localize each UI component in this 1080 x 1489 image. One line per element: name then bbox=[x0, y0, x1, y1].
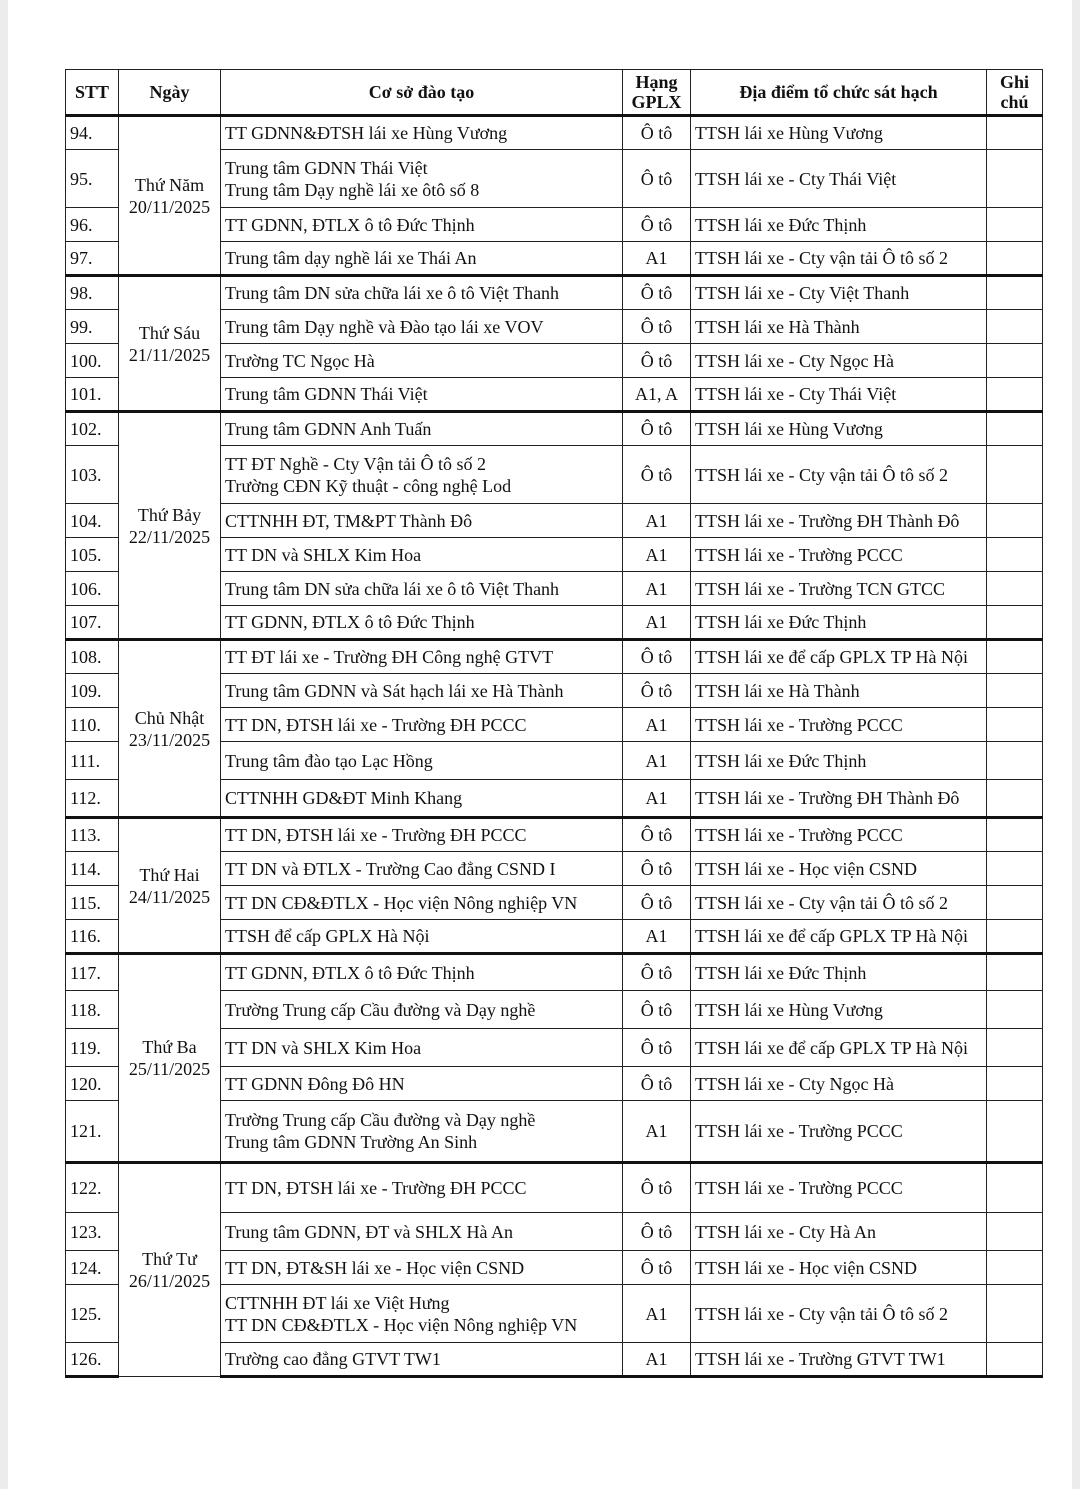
exam-location: TTSH lái xe Đức Thịnh bbox=[691, 954, 987, 991]
note-cell bbox=[987, 852, 1043, 886]
header-center: Cơ sở đào tạo bbox=[221, 70, 623, 116]
exam-location: TTSH lái xe - Trường PCCC bbox=[691, 1101, 987, 1163]
note-cell bbox=[987, 276, 1043, 310]
exam-location: TTSH lái xe - Trường GTVT TW1 bbox=[691, 1343, 987, 1377]
training-center-name: Trường CĐN Kỹ thuật - công nghệ Lod bbox=[225, 475, 512, 496]
note-cell bbox=[987, 920, 1043, 954]
exam-location: TTSH lái xe - Trường TCN GTCC bbox=[691, 572, 987, 606]
note-cell bbox=[987, 708, 1043, 742]
date-cell bbox=[119, 276, 221, 412]
row-stt: 113. bbox=[66, 818, 119, 852]
note-cell bbox=[987, 1067, 1043, 1101]
note-cell bbox=[987, 208, 1043, 242]
license-grade: Ô tô bbox=[623, 1067, 691, 1101]
license-grade: A1 bbox=[623, 1101, 691, 1163]
training-center-name: Trung tâm đào tạo Lạc Hồng bbox=[225, 750, 433, 771]
license-grade: Ô tô bbox=[623, 1029, 691, 1067]
row-stt: 118. bbox=[66, 991, 119, 1029]
row-stt: 116. bbox=[66, 920, 119, 954]
exam-location: TTSH lái xe để cấp GPLX TP Hà Nội bbox=[691, 920, 987, 954]
training-center-name: TT DN CĐ&ĐTLX - Học viện Nông nghiệp VN bbox=[225, 892, 578, 913]
training-center-cell bbox=[221, 1029, 623, 1067]
training-center-name: TT DN và ĐTLX - Trường Cao đẳng CSND I bbox=[225, 858, 556, 879]
note-cell bbox=[987, 538, 1043, 572]
license-grade: A1 bbox=[623, 242, 691, 276]
row-stt: 101. bbox=[66, 378, 119, 412]
license-grade: A1 bbox=[623, 920, 691, 954]
row-stt: 125. bbox=[66, 1285, 119, 1343]
license-grade: Ô tô bbox=[623, 446, 691, 504]
row-stt: 123. bbox=[66, 1213, 119, 1251]
exam-location: TTSH lái xe - Cty Hà An bbox=[691, 1213, 987, 1251]
weekday: Thứ Ba bbox=[142, 1037, 197, 1057]
training-center-cell bbox=[221, 116, 623, 150]
row-stt: 106. bbox=[66, 572, 119, 606]
row-stt: 107. bbox=[66, 606, 119, 640]
note-cell bbox=[987, 242, 1043, 276]
training-center-cell bbox=[221, 1101, 623, 1163]
training-center-cell bbox=[221, 310, 623, 344]
note-cell bbox=[987, 378, 1043, 412]
note-cell bbox=[987, 150, 1043, 208]
row-stt: 100. bbox=[66, 344, 119, 378]
note-cell bbox=[987, 991, 1043, 1029]
date-cell bbox=[119, 640, 221, 818]
header-date: Ngày bbox=[119, 70, 221, 116]
row-stt: 110. bbox=[66, 708, 119, 742]
exam-location: TTSH lái xe - Trường PCCC bbox=[691, 708, 987, 742]
exam-location: TTSH lái xe - Cty Ngọc Hà bbox=[691, 1067, 987, 1101]
row-stt: 122. bbox=[66, 1163, 119, 1213]
license-grade: A1 bbox=[623, 538, 691, 572]
exam-location: TTSH lái xe - Trường PCCC bbox=[691, 538, 987, 572]
note-cell bbox=[987, 818, 1043, 852]
training-center-name: CTTNHH ĐT, TM&PT Thành Đô bbox=[225, 510, 473, 531]
training-center-name: Trung tâm Dạy nghề và Đào tạo lái xe VOV bbox=[225, 316, 544, 337]
note-cell bbox=[987, 310, 1043, 344]
training-center-cell bbox=[221, 852, 623, 886]
exam-location: TTSH lái xe để cấp GPLX TP Hà Nội bbox=[691, 640, 987, 674]
row-stt: 96. bbox=[66, 208, 119, 242]
license-grade: A1 bbox=[623, 780, 691, 818]
training-center-cell bbox=[221, 606, 623, 640]
license-grade: A1 bbox=[623, 606, 691, 640]
license-grade: Ô tô bbox=[623, 1251, 691, 1285]
training-center-cell bbox=[221, 1285, 623, 1343]
note-cell bbox=[987, 1285, 1043, 1343]
weekday: Thứ Sáu bbox=[138, 322, 201, 343]
exam-location: TTSH lái xe Hùng Vương bbox=[691, 991, 987, 1029]
license-grade: Ô tô bbox=[623, 852, 691, 886]
training-center-cell bbox=[221, 640, 623, 674]
training-center-name: TT GDNN, ĐTLX ô tô Đức Thịnh bbox=[225, 612, 475, 632]
row-stt: 99. bbox=[66, 310, 119, 344]
row-stt: 120. bbox=[66, 1067, 119, 1101]
training-center-name: Trung tâm GDNN, ĐT và SHLX Hà An bbox=[225, 1221, 513, 1242]
training-center-cell bbox=[221, 276, 623, 310]
license-grade: A1 bbox=[623, 504, 691, 538]
exam-location: TTSH lái xe - Trường ĐH Thành Đô bbox=[691, 504, 987, 538]
license-grade: A1 bbox=[623, 1285, 691, 1343]
training-center-cell bbox=[221, 1343, 623, 1377]
training-center-name: TT ĐT Nghề - Cty Vận tải Ô tô số 2 bbox=[225, 453, 486, 474]
license-grade: Ô tô bbox=[623, 310, 691, 344]
date-cell bbox=[119, 116, 221, 276]
note-cell bbox=[987, 1343, 1043, 1377]
row-stt: 126. bbox=[66, 1343, 119, 1377]
exam-location: TTSH lái xe - Cty vận tải Ô tô số 2 bbox=[691, 886, 987, 920]
date-cell bbox=[119, 1163, 221, 1377]
header-note bbox=[987, 70, 1043, 116]
note-cell bbox=[987, 412, 1043, 446]
note-cell bbox=[987, 780, 1043, 818]
row-stt: 94. bbox=[66, 116, 119, 150]
training-center-name: TT DN, ĐTSH lái xe - Trường ĐH PCCC bbox=[225, 825, 527, 845]
license-grade: A1 bbox=[623, 742, 691, 780]
license-grade: Ô tô bbox=[623, 412, 691, 446]
training-center-cell bbox=[221, 991, 623, 1029]
training-center-cell bbox=[221, 504, 623, 538]
date-cell bbox=[119, 954, 221, 1163]
row-stt: 103. bbox=[66, 446, 119, 504]
note-cell bbox=[987, 572, 1043, 606]
note-cell bbox=[987, 1213, 1043, 1251]
table-row bbox=[66, 640, 1043, 674]
training-center-cell bbox=[221, 412, 623, 446]
training-center-name: TT DN, ĐT&SH lái xe - Học viện CSND bbox=[225, 1257, 525, 1278]
note-cell bbox=[987, 886, 1043, 920]
license-grade: A1, A bbox=[623, 378, 691, 412]
note-cell bbox=[987, 674, 1043, 708]
date: 22/11/2025 bbox=[128, 526, 211, 547]
header-place: Địa điểm tổ chức sát hạch bbox=[691, 70, 987, 116]
training-center-name: Trung tâm DN sửa chữa lái xe ô tô Việt Thanh bbox=[225, 578, 560, 599]
weekday: Thứ Tư bbox=[142, 1249, 197, 1269]
training-center-name: Trung tâm Dạy nghề lái xe ôtô số 8 bbox=[225, 179, 480, 200]
row-stt: 112. bbox=[66, 780, 119, 818]
training-center-cell bbox=[221, 344, 623, 378]
row-stt: 95. bbox=[66, 150, 119, 208]
row-stt: 105. bbox=[66, 538, 119, 572]
training-center-name: TT GDNN Đông Đô HN bbox=[225, 1073, 405, 1094]
training-center-name: Trung tâm GDNN Anh Tuấn bbox=[225, 419, 432, 439]
exam-location: TTSH lái xe - Trường PCCC bbox=[691, 818, 987, 852]
weekday: Thứ Năm bbox=[134, 174, 205, 195]
training-center-name: CTTNHH GD&ĐT Minh Khang bbox=[225, 788, 463, 808]
training-center-cell bbox=[221, 742, 623, 780]
table-row bbox=[66, 1163, 1043, 1213]
date: 21/11/2025 bbox=[128, 344, 211, 365]
training-center-name: Trường cao đẳng GTVT TW1 bbox=[225, 1349, 441, 1369]
training-center-name: Trung tâm DN sửa chữa lái xe ô tô Việt Thanh bbox=[225, 283, 560, 303]
license-grade: Ô tô bbox=[623, 674, 691, 708]
row-stt: 109. bbox=[66, 674, 119, 708]
training-center-name: Trung tâm GDNN Thái Việt bbox=[225, 384, 428, 404]
note-cell bbox=[987, 954, 1043, 991]
training-center-name: TTSH để cấp GPLX Hà Nội bbox=[225, 926, 430, 946]
table-row bbox=[66, 954, 1043, 991]
training-center-cell bbox=[221, 818, 623, 852]
note-cell bbox=[987, 446, 1043, 504]
training-center-cell bbox=[221, 780, 623, 818]
exam-location: TTSH lái xe - Trường ĐH Thành Đô bbox=[691, 780, 987, 818]
license-grade: Ô tô bbox=[623, 818, 691, 852]
license-grade: Ô tô bbox=[623, 276, 691, 310]
exam-location: TTSH lái xe - Cty vận tải Ô tô số 2 bbox=[691, 242, 987, 276]
date-cell bbox=[119, 818, 221, 954]
license-grade: Ô tô bbox=[623, 150, 691, 208]
training-center-cell bbox=[221, 954, 623, 991]
header-grade bbox=[623, 70, 691, 116]
exam-location: TTSH lái xe - Cty vận tải Ô tô số 2 bbox=[691, 446, 987, 504]
training-center-cell bbox=[221, 1163, 623, 1213]
license-grade: Ô tô bbox=[623, 886, 691, 920]
training-center-name: TT DN, ĐTSH lái xe - Trường ĐH PCCC bbox=[225, 714, 527, 735]
exam-location: TTSH lái xe Hùng Vương bbox=[691, 116, 987, 150]
training-center-cell bbox=[221, 1067, 623, 1101]
license-grade: Ô tô bbox=[623, 208, 691, 242]
schedule-body bbox=[66, 116, 1043, 1377]
row-stt: 97. bbox=[66, 242, 119, 276]
training-center-name: TT DN và SHLX Kim Hoa bbox=[225, 1037, 422, 1058]
row-stt: 121. bbox=[66, 1101, 119, 1163]
training-center-cell bbox=[221, 708, 623, 742]
row-stt: 119. bbox=[66, 1029, 119, 1067]
note-cell bbox=[987, 640, 1043, 674]
exam-location: TTSH lái xe Hùng Vương bbox=[691, 412, 987, 446]
date: 24/11/2025 bbox=[128, 886, 211, 907]
exam-location: TTSH lái xe để cấp GPLX TP Hà Nội bbox=[691, 1029, 987, 1067]
header-grade-line2: GPLX bbox=[631, 92, 682, 112]
weekday: Chủ Nhật bbox=[134, 707, 205, 728]
exam-location: TTSH lái xe - Học viện CSND bbox=[691, 1251, 987, 1285]
training-center-cell bbox=[221, 886, 623, 920]
row-stt: 117. bbox=[66, 954, 119, 991]
header-note-line1: Ghi bbox=[999, 72, 1029, 92]
exam-location: TTSH lái xe - Cty Thái Việt bbox=[691, 378, 987, 412]
license-grade: A1 bbox=[623, 572, 691, 606]
license-grade: Ô tô bbox=[623, 344, 691, 378]
exam-location: TTSH lái xe - Cty Thái Việt bbox=[691, 150, 987, 208]
license-grade: Ô tô bbox=[623, 954, 691, 991]
header-stt: STT bbox=[66, 70, 119, 116]
note-cell bbox=[987, 116, 1043, 150]
header-note-line2: chú bbox=[1000, 92, 1029, 112]
weekday: Thứ Hai bbox=[139, 864, 200, 885]
date: 25/11/2025 bbox=[128, 1059, 211, 1079]
exam-location: TTSH lái xe Hà Thành bbox=[691, 310, 987, 344]
table-row bbox=[66, 818, 1043, 852]
license-grade: Ô tô bbox=[623, 116, 691, 150]
row-stt: 114. bbox=[66, 852, 119, 886]
row-stt: 115. bbox=[66, 886, 119, 920]
row-stt: 104. bbox=[66, 504, 119, 538]
training-center-cell bbox=[221, 1213, 623, 1251]
header-row bbox=[66, 70, 1043, 116]
date: 26/11/2025 bbox=[128, 1271, 211, 1291]
training-center-name: Trường TC Ngọc Hà bbox=[225, 350, 375, 371]
training-center-name: TT DN và SHLX Kim Hoa bbox=[225, 544, 422, 565]
date: 20/11/2025 bbox=[128, 196, 211, 217]
note-cell bbox=[987, 344, 1043, 378]
training-center-name: Trường Trung cấp Cầu đường và Dạy nghề bbox=[225, 1110, 536, 1130]
date-cell bbox=[119, 412, 221, 640]
note-cell bbox=[987, 1101, 1043, 1163]
training-center-cell bbox=[221, 674, 623, 708]
table-row bbox=[66, 116, 1043, 150]
row-stt: 108. bbox=[66, 640, 119, 674]
exam-location: TTSH lái xe - Học viện CSND bbox=[691, 852, 987, 886]
training-center-name: TT GDNN, ĐTLX ô tô Đức Thịnh bbox=[225, 214, 475, 235]
exam-schedule-table bbox=[65, 69, 1043, 1378]
exam-location: TTSH lái xe - Cty Việt Thanh bbox=[691, 276, 987, 310]
weekday: Thứ Bảy bbox=[137, 504, 202, 525]
license-grade: Ô tô bbox=[623, 1163, 691, 1213]
training-center-name: Trường Trung cấp Cầu đường và Dạy nghề bbox=[225, 999, 536, 1020]
license-grade: Ô tô bbox=[623, 991, 691, 1029]
note-cell bbox=[987, 1163, 1043, 1213]
training-center-name: TT DN CĐ&ĐTLX - Học viện Nông nghiệp VN bbox=[225, 1314, 578, 1335]
training-center-cell bbox=[221, 208, 623, 242]
row-stt: 111. bbox=[66, 742, 119, 780]
table-row bbox=[66, 412, 1043, 446]
license-grade: A1 bbox=[623, 708, 691, 742]
note-cell bbox=[987, 742, 1043, 780]
row-stt: 124. bbox=[66, 1251, 119, 1285]
training-center-cell bbox=[221, 920, 623, 954]
table-row bbox=[66, 276, 1043, 310]
row-stt: 98. bbox=[66, 276, 119, 310]
exam-location: TTSH lái xe Đức Thịnh bbox=[691, 606, 987, 640]
license-grade: Ô tô bbox=[623, 1213, 691, 1251]
training-center-cell bbox=[221, 446, 623, 504]
exam-location: TTSH lái xe - Cty vận tải Ô tô số 2 bbox=[691, 1285, 987, 1343]
training-center-name: Trung tâm dạy nghề lái xe Thái An bbox=[225, 248, 477, 268]
training-center-cell bbox=[221, 242, 623, 276]
row-stt: 102. bbox=[66, 412, 119, 446]
training-center-cell bbox=[221, 378, 623, 412]
exam-location: TTSH lái xe Đức Thịnh bbox=[691, 742, 987, 780]
training-center-name: TT DN, ĐTSH lái xe - Trường ĐH PCCC bbox=[225, 1178, 527, 1198]
training-center-cell bbox=[221, 1251, 623, 1285]
training-center-name: TT ĐT lái xe - Trường ĐH Công nghệ GTVT bbox=[225, 647, 554, 667]
training-center-cell bbox=[221, 150, 623, 208]
license-grade: A1 bbox=[623, 1343, 691, 1377]
license-grade: Ô tô bbox=[623, 640, 691, 674]
document-page bbox=[8, 0, 1072, 1489]
exam-location: TTSH lái xe - Cty Ngọc Hà bbox=[691, 344, 987, 378]
training-center-name: Trung tâm GDNN Trường An Sinh bbox=[225, 1132, 478, 1152]
exam-location: TTSH lái xe Đức Thịnh bbox=[691, 208, 987, 242]
date: 23/11/2025 bbox=[128, 729, 211, 750]
training-center-cell bbox=[221, 572, 623, 606]
training-center-name: TT GDNN, ĐTLX ô tô Đức Thịnh bbox=[225, 962, 475, 983]
exam-location: TTSH lái xe Hà Thành bbox=[691, 674, 987, 708]
training-center-name: Trung tâm GDNN Thái Việt bbox=[225, 157, 428, 178]
training-center-name: Trung tâm GDNN và Sát hạch lái xe Hà Thành bbox=[225, 680, 564, 701]
training-center-cell bbox=[221, 538, 623, 572]
exam-location: TTSH lái xe - Trường PCCC bbox=[691, 1163, 987, 1213]
note-cell bbox=[987, 1029, 1043, 1067]
note-cell bbox=[987, 606, 1043, 640]
training-center-name: TT GDNN&ĐTSH lái xe Hùng Vương bbox=[225, 123, 508, 143]
training-center-name: CTTNHH ĐT lái xe Việt Hưng bbox=[225, 1292, 450, 1313]
header-grade-line1: Hạng bbox=[635, 72, 678, 92]
note-cell bbox=[987, 1251, 1043, 1285]
note-cell bbox=[987, 504, 1043, 538]
